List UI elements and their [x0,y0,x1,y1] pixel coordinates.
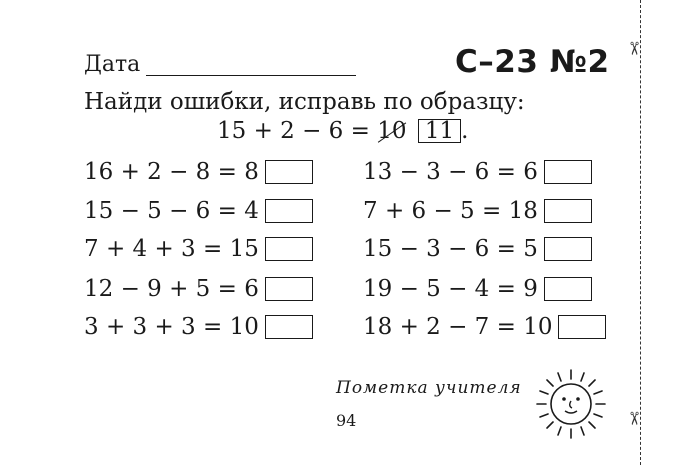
scissors-icon: ✂ [623,40,645,57]
equation-text: 16 + 2 − 8 = 8 [84,159,259,185]
answer-box[interactable] [544,237,592,261]
worksheet-code: С–23 №2 [455,44,610,80]
scissors-icon: ✂ [623,410,645,427]
equation-text: 7 + 6 − 5 = 18 [363,198,538,224]
date-line[interactable] [146,75,356,76]
example [217,118,468,144]
example-correct-answer: 11 [418,119,461,143]
equation-text: 19 − 5 − 4 = 9 [363,276,538,302]
equation-text: 7 + 4 + 3 = 15 [84,236,259,262]
answer-box[interactable] [265,277,313,301]
equation-right-2 [363,198,592,224]
answer-box[interactable] [265,237,313,261]
sun-icon [533,366,609,446]
equation-text: 3 + 3 + 3 = 10 [84,314,259,340]
cut-line [640,0,641,465]
equation-left-4 [84,276,313,302]
equation-left-3 [84,236,313,262]
answer-box[interactable] [265,160,313,184]
equation-text: 18 + 2 − 7 = 10 [363,314,553,340]
equation-right-5 [363,314,606,340]
example-expression: 15 + 2 − 6 = [217,118,370,144]
equation-text: 12 − 9 + 5 = 6 [84,276,259,302]
equation-text: 15 − 5 − 6 = 4 [84,198,259,224]
equation-left-5 [84,314,313,340]
equation-text: 13 − 3 − 6 = 6 [363,159,538,185]
teacher-note-label: Пометка учителя [336,378,522,398]
answer-box[interactable] [265,199,313,223]
example-end: . [461,118,469,144]
equation-left-2 [84,198,313,224]
answer-box[interactable] [265,315,313,339]
answer-box[interactable] [544,199,592,223]
equation-text: 15 − 3 − 6 = 5 [363,236,538,262]
answer-box[interactable] [544,160,592,184]
equation-right-4 [363,276,592,302]
equation-right-3 [363,236,592,262]
instruction: Найди ошибки, исправь по образцу: [84,89,525,115]
page-number: 94 [336,411,357,430]
answer-box[interactable] [544,277,592,301]
equation-left-1 [84,159,313,185]
answer-box[interactable] [558,315,606,339]
equation-right-1 [363,159,592,185]
date-label: Дата [84,52,141,77]
example-wrong-answer: 10 [377,118,407,144]
